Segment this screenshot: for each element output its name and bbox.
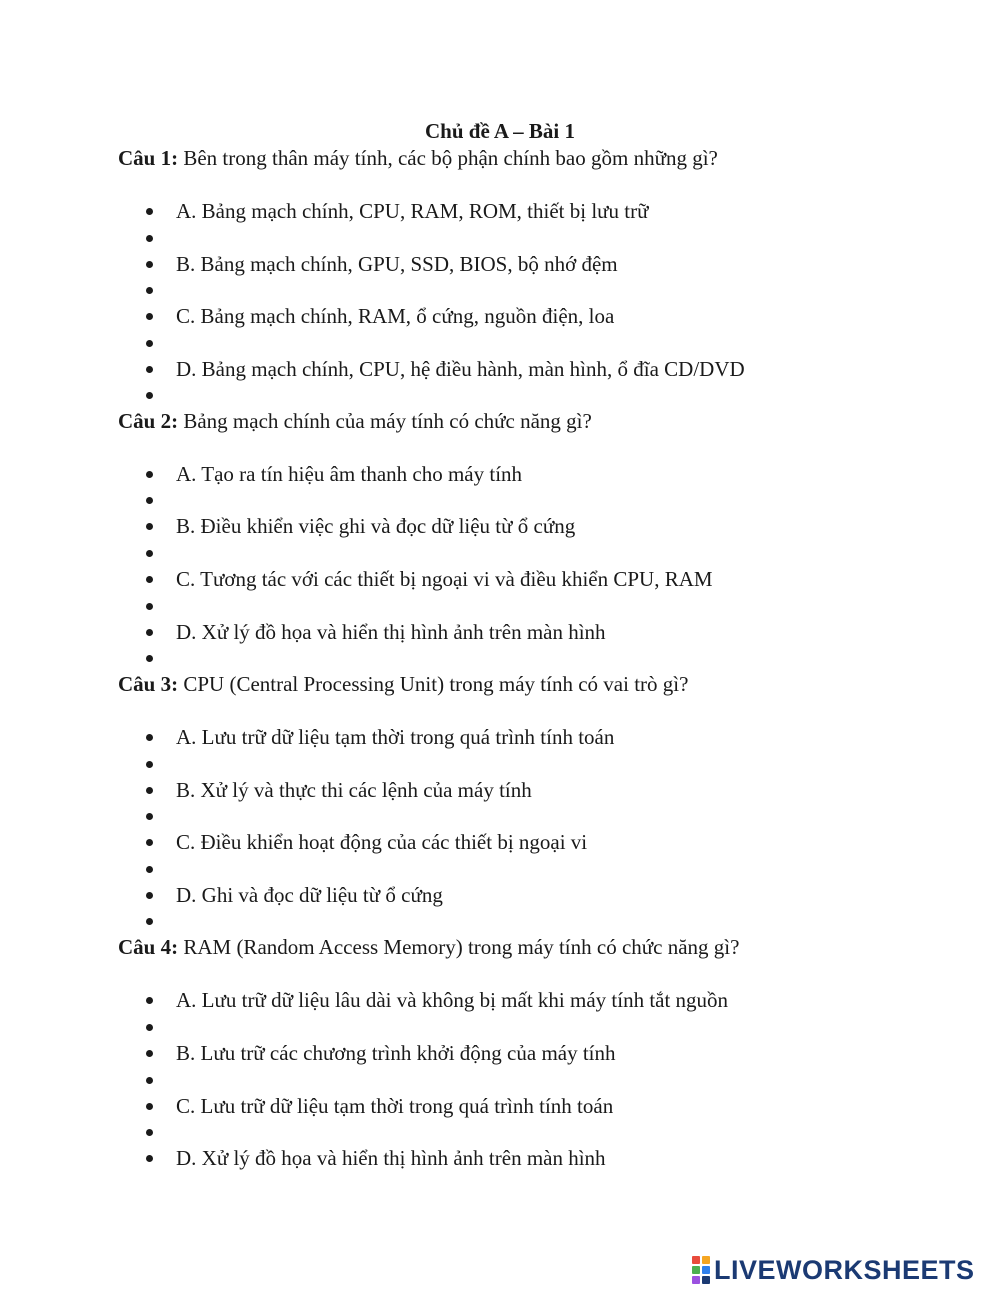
question-text: Bảng mạch chính của máy tính có chức năng gì? <box>183 409 592 433</box>
question-2 <box>118 408 592 434</box>
option-1c[interactable]: C. Bảng mạch chính, RAM, ổ cứng, nguồn điện, loa <box>176 304 615 328</box>
option-2d[interactable]: D. Xử lý đồ họa và hiển thị hình ảnh trên màn hình <box>176 620 606 644</box>
liveworksheets-logo <box>692 1256 975 1284</box>
bullet-dot <box>146 576 153 583</box>
logo-block <box>702 1266 710 1274</box>
option-3c[interactable]: C. Điều khiển hoạt động của các thiết bị ngoại vi <box>176 830 588 854</box>
empty-bullet <box>146 1129 153 1136</box>
option-2b[interactable]: B. Điều khiển việc ghi và đọc dữ liệu từ ổ cứng <box>176 514 576 538</box>
bullet-dot <box>146 997 153 1004</box>
bullet-dot <box>146 1050 153 1057</box>
logo-block <box>692 1276 700 1284</box>
option-4a[interactable]: A. Lưu trữ dữ liệu lâu dài và không bị mất khi máy tính tắt nguồn <box>176 988 729 1012</box>
option-1b[interactable]: B. Bảng mạch chính, GPU, SSD, BIOS, bộ nhớ đệm <box>176 252 618 276</box>
question-1 <box>118 145 718 171</box>
bullet-dot <box>146 1103 153 1110</box>
question-number: Câu 2: <box>118 409 179 433</box>
logo-block <box>692 1266 700 1274</box>
bullet-dot <box>146 839 153 846</box>
option-1d[interactable]: D. Bảng mạch chính, CPU, hệ điều hành, màn hình, ổ đĩa CD/DVD <box>176 357 745 381</box>
empty-bullet <box>146 603 153 610</box>
empty-bullet <box>146 813 153 820</box>
bullet-dot <box>146 1155 153 1162</box>
logo-block <box>702 1256 710 1264</box>
bullet-dot <box>146 523 153 530</box>
empty-bullet <box>146 761 153 768</box>
empty-bullet <box>146 866 153 873</box>
bullet-dot <box>146 471 153 478</box>
empty-bullet <box>146 392 153 399</box>
empty-bullet <box>146 550 153 557</box>
bullet-dot <box>146 366 153 373</box>
option-3d[interactable]: D. Ghi và đọc dữ liệu từ ổ cứng <box>176 883 443 907</box>
question-number: Câu 3: <box>118 672 179 696</box>
question-text: RAM (Random Access Memory) trong máy tính có chức năng gì? <box>183 935 740 959</box>
logo-block <box>692 1256 700 1264</box>
logo-block <box>702 1276 710 1284</box>
page-title: Chủ đề A – Bài 1 <box>425 119 575 143</box>
question-3 <box>118 671 688 697</box>
question-number: Câu 4: <box>118 935 179 959</box>
option-4d[interactable]: D. Xử lý đồ họa và hiển thị hình ảnh trên màn hình <box>176 1146 606 1170</box>
option-3a[interactable]: A. Lưu trữ dữ liệu tạm thời trong quá trình tính toán <box>176 725 615 749</box>
empty-bullet <box>146 497 153 504</box>
option-2a[interactable]: A. Tạo ra tín hiệu âm thanh cho máy tính <box>176 462 523 486</box>
bullet-dot <box>146 892 153 899</box>
empty-bullet <box>146 1077 153 1084</box>
bullet-dot <box>146 313 153 320</box>
empty-bullet <box>146 287 153 294</box>
question-number: Câu 1: <box>118 146 179 170</box>
empty-bullet <box>146 235 153 242</box>
question-text: Bên trong thân máy tính, các bộ phận chính bao gồm những gì? <box>183 146 718 170</box>
option-1a[interactable]: A. Bảng mạch chính, CPU, RAM, ROM, thiết bị lưu trữ <box>176 199 649 223</box>
question-4 <box>118 934 739 960</box>
bullet-dot <box>146 734 153 741</box>
logo-blocks-icon <box>692 1256 710 1284</box>
empty-bullet <box>146 655 153 662</box>
logo-text: LIVEWORKSHEETS <box>714 1255 975 1285</box>
option-4b[interactable]: B. Lưu trữ các chương trình khởi động của máy tính <box>176 1041 616 1065</box>
option-4c[interactable]: C. Lưu trữ dữ liệu tạm thời trong quá trình tính toán <box>176 1094 614 1118</box>
empty-bullet <box>146 1024 153 1031</box>
empty-bullet <box>146 340 153 347</box>
bullet-dot <box>146 208 153 215</box>
option-3b[interactable]: B. Xử lý và thực thi các lệnh của máy tính <box>176 778 532 802</box>
bullet-dot <box>146 629 153 636</box>
bullet-dot <box>146 787 153 794</box>
empty-bullet <box>146 918 153 925</box>
bullet-dot <box>146 261 153 268</box>
question-text: CPU (Central Processing Unit) trong máy tính có vai trò gì? <box>183 672 689 696</box>
option-2c[interactable]: C. Tương tác với các thiết bị ngoại vi và điều khiển CPU, RAM <box>176 567 713 591</box>
